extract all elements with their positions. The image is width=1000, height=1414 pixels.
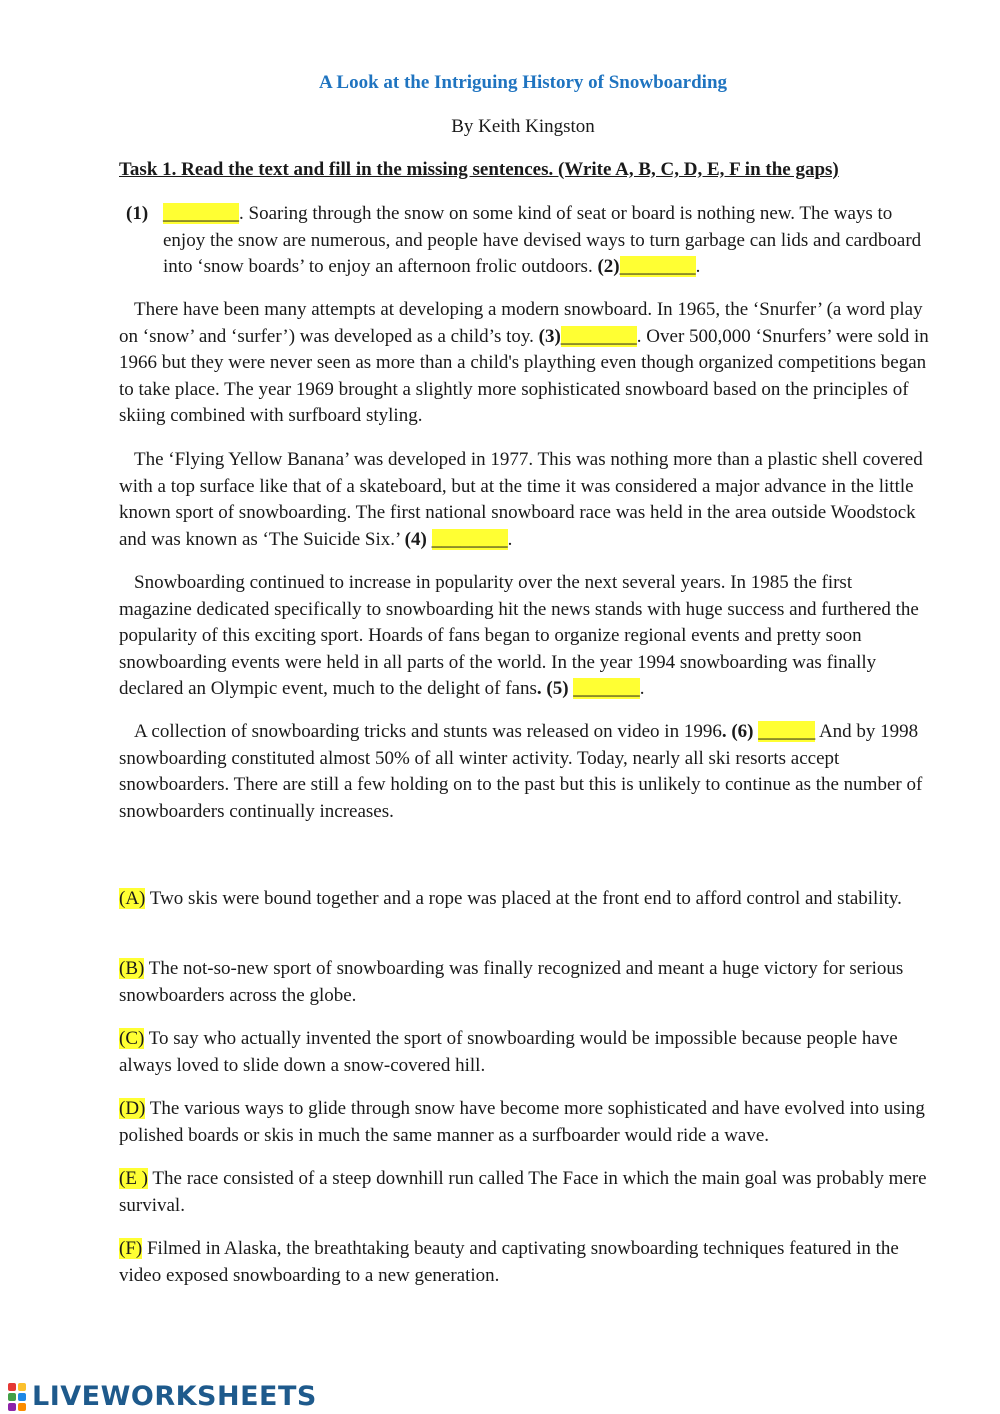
option-a (119, 886, 931, 913)
paragraph-1-text: . Soaring through the snow on some kind of seat or board is nothing new. The ways to enjoy the snow are numerous, and people have devised ways to turn garbage can lids and cardboard into ‘snow boards’ to enjoy an afternoon frolic outdoors. (163, 203, 922, 277)
option-text: The race consisted of a steep downhill run called The Face in which the main goal was probably mere survival. (119, 1168, 927, 1216)
option-c (119, 1026, 931, 1079)
paragraph-4 (119, 570, 929, 703)
paragraph-3-end: . (507, 528, 513, 550)
paragraph-4-text: Snowboarding continued to increase in popularity over the next several years. In 1985 the first magazine dedicated specifically to snowboarding hit the news stands with huge success and furthered the popularity of this exciting sport. Hoards of fans began to organize regional events and pretty soon snowboarding events were held in all parts of the world. In the year 1994 snowboarding was finally declared an Olympic event, much to the delight of fans (119, 572, 919, 699)
gap-number-3: (3) (538, 325, 561, 347)
option-text: The various ways to glide through snow have become more sophisticated and have evolved into using polished boards or skis in much the same manner as a surfboarder would ride a wave. (119, 1098, 925, 1146)
gap-field-6[interactable]: ______ (758, 721, 816, 742)
option-letter: (F) (119, 1238, 143, 1259)
paragraph-1-body (163, 201, 926, 281)
option-e (119, 1166, 931, 1219)
paragraph-2-text-1: There have been many attempts at developing a modern snowboard. In 1965, the ‘Snurfer’ (a word play on ‘snow’ and ‘surfer’) was developed as a child’s toy. (119, 299, 923, 347)
gap-field-5[interactable]: _______ (573, 678, 640, 699)
gap-field-4[interactable]: ________ (431, 528, 508, 550)
option-letter: (D) (119, 1098, 146, 1119)
option-letter: (E ) (119, 1168, 149, 1189)
option-b (119, 956, 931, 1009)
gap-field-1[interactable]: ________ (163, 203, 239, 224)
paragraph-3 (119, 447, 929, 553)
paragraph-5 (119, 719, 929, 825)
gap-field-2[interactable]: ________ (619, 256, 696, 277)
option-text: The not-so-new sport of snowboarding was finally recognized and meant a huge victory for serious snowboarders across the globe. (119, 958, 904, 1006)
paragraph-4-end: . (639, 678, 645, 699)
gap-number-2: (2) (597, 256, 620, 277)
task-instructions: Task 1. Read the text and fill in the missing sentences. (Write A, B, C, D, E, F in the gaps) (119, 159, 839, 180)
document-title: A Look at the Intriguing History of Snowboarding (318, 72, 728, 93)
option-d (119, 1096, 931, 1149)
liveworksheets-logo-icon (8, 1381, 29, 1411)
gap-number-1: (1) (126, 203, 149, 224)
option-letter: (A) (119, 888, 146, 909)
paragraph-5-text-2: And by 1998 snowboarding constituted almost 50% of all winter activity. Today, nearly all ski resorts accept snowboarders. There are still a few holding on to the past but this is unlikely to continue as the number of snowboarders continually increases. (119, 721, 923, 822)
paragraph-2 (119, 297, 929, 430)
paragraph-3-text: The ‘Flying Yellow Banana’ was developed in 1977. This was nothing more than a plastic shell covered with a top surface like that of a skateboard, but at the time it was considered a major advance in the little known sport of snowboarding. The first national snowboard race was held in the area outside Woodstock and was known as ‘The Suicide Six.’ (119, 449, 923, 550)
gap-number-5: . (5) (536, 678, 574, 699)
gap-field-3[interactable]: ________ (560, 325, 637, 347)
gap-number-4: (4) (404, 528, 432, 550)
liveworksheets-logo-text: LIVEWORKSHEETS (32, 1380, 317, 1412)
liveworksheets-logo[interactable] (8, 1378, 317, 1414)
paragraph-1-end: . (695, 256, 701, 277)
option-text: To say who actually invented the sport of snowboarding would be impossible because people have always loved to slide down a snow-covered hill. (119, 1028, 898, 1076)
option-letter: (C) (119, 1028, 145, 1049)
option-text: Two skis were bound together and a rope was placed at the front end to afford control and stability. (145, 888, 902, 909)
gap-number-6: . (6) (721, 721, 759, 742)
option-letter: (B) (119, 958, 145, 979)
paragraph-5-text-1: A collection of snowboarding tricks and stunts was released on video in 1996 (134, 721, 722, 742)
option-f (119, 1236, 931, 1289)
paragraph-1 (126, 201, 926, 281)
author-byline: By Keith Kingston (451, 116, 595, 137)
paragraph-2-text-2: . Over 500,000 ‘Snurfers’ were sold in 1966 but they were never seen as more than a child's plaything even though organized competitions began to take place. The year 1969 brought a slightly more sophisticated snowboard based on the principles of skiing combined with surfboard styling. (119, 325, 929, 426)
option-text: Filmed in Alaska, the breathtaking beauty and captivating snowboarding techniques featured in the video exposed snowboarding to a new generation. (119, 1238, 899, 1286)
